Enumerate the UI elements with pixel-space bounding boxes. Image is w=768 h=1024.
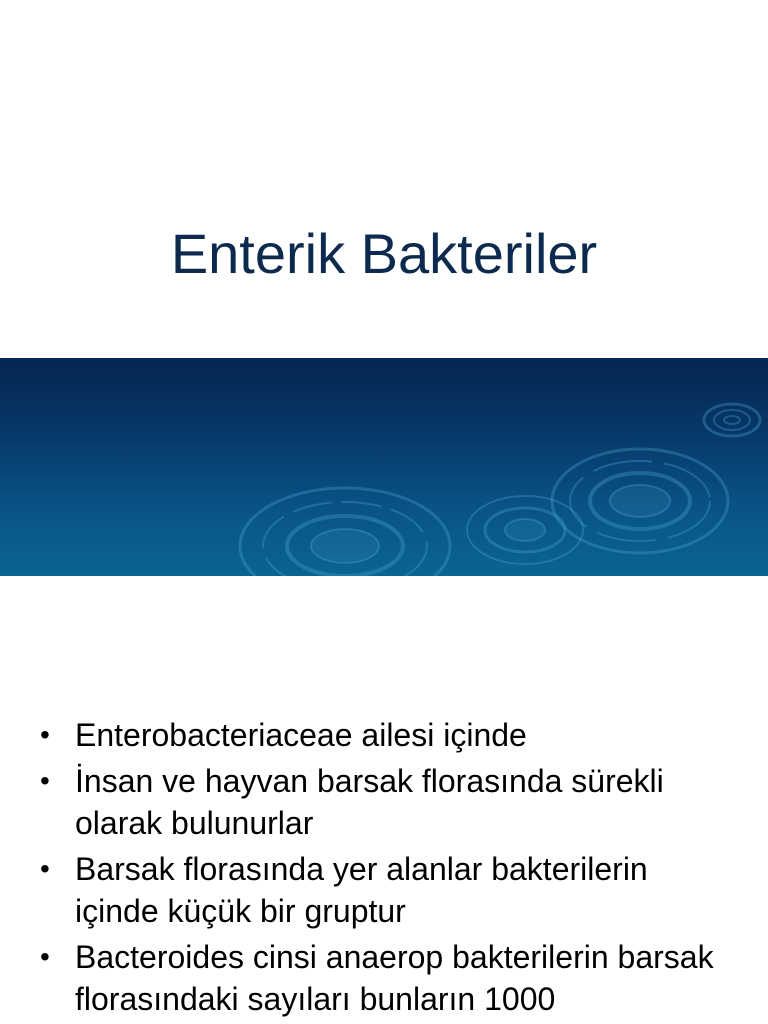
bullet-dot-icon: • <box>40 765 50 796</box>
ripple-rings-graphic <box>0 358 768 576</box>
list-item <box>40 714 740 756</box>
bullet-dot-icon: • <box>40 719 50 750</box>
list-item <box>40 760 740 844</box>
list-item-text: Bacteroides cinsi anaerop bakterilerin barsak florasındaki sayıları bunların 1000 <box>75 939 714 1017</box>
decorative-banner <box>0 358 768 576</box>
list-item-text: Enterobacteriaceae ailesi içinde <box>75 717 527 753</box>
ripple-rings-small <box>704 404 760 436</box>
list-item <box>40 936 740 1020</box>
list-item-text: İnsan ve hayvan barsak florasında sürekli olarak bulunurlar <box>75 763 664 841</box>
bullet-dot-icon: • <box>40 853 50 884</box>
bullet-dot-icon: • <box>40 941 50 972</box>
slide-title: Enterik Bakteriler <box>170 222 598 285</box>
bullet-list <box>40 714 740 1024</box>
list-item-text: Barsak florasında yer alanlar bakterilerin içinde küçük bir gruptur <box>75 851 648 929</box>
list-item <box>40 848 740 932</box>
